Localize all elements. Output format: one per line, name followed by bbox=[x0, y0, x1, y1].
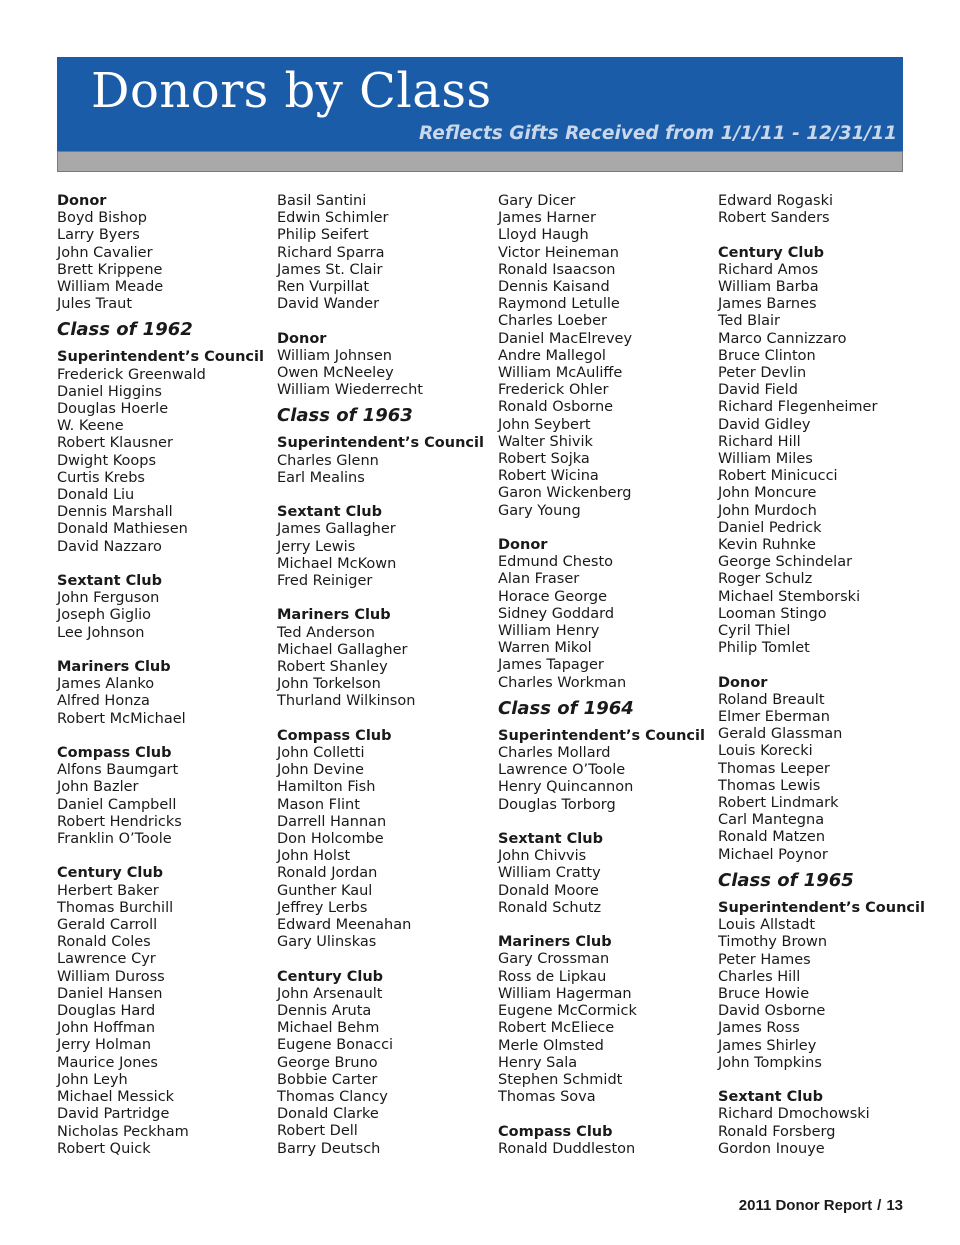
donor-name: Eugene McCormick bbox=[498, 1003, 637, 1020]
page-subtitle: Reflects Gifts Received from 1/1/11 - 12/31/11 bbox=[418, 123, 897, 144]
donor-group bbox=[718, 675, 936, 864]
donor-name: Edward Meenahan bbox=[277, 917, 412, 934]
donor-group bbox=[498, 193, 716, 520]
donor-name: Andre Mallegol bbox=[498, 347, 606, 364]
donor-name: Fred Reiniger bbox=[277, 573, 373, 590]
donor-name: Richard Hill bbox=[718, 433, 801, 450]
donor-name: Gary Crossman bbox=[498, 951, 610, 968]
donor-name: James Ross bbox=[718, 1020, 800, 1037]
donor-name: Thomas Burchill bbox=[57, 899, 174, 916]
donor-name: Donald Mathiesen bbox=[57, 521, 188, 538]
donor-name: Ted Blair bbox=[718, 313, 780, 330]
donor-column-1 bbox=[57, 193, 275, 1158]
header-banner bbox=[57, 57, 903, 151]
donor-name: Robert McMichael bbox=[57, 710, 186, 727]
donor-name: Charles Mollard bbox=[498, 745, 611, 762]
giving-level-heading: Superintendent’s Council bbox=[277, 435, 484, 452]
donor-name: Gary Ulinskas bbox=[277, 934, 377, 951]
donor-name: Horace George bbox=[498, 588, 607, 605]
donor-name: Ronald Coles bbox=[57, 934, 151, 951]
donor-name: Douglas Torborg bbox=[498, 796, 616, 813]
donor-group bbox=[498, 728, 716, 814]
giving-level-heading: Compass Club bbox=[277, 727, 392, 744]
donor-name: William Henry bbox=[498, 623, 600, 640]
group-spacer bbox=[718, 657, 936, 674]
donor-name: David Nazzaro bbox=[57, 538, 162, 555]
donor-name: Michael Stemborski bbox=[718, 588, 861, 605]
donor-name: Peter Hames bbox=[718, 951, 811, 968]
donor-name: William Duross bbox=[57, 968, 165, 985]
donor-group bbox=[277, 728, 495, 952]
donor-name: Jeffrey Lerbs bbox=[277, 899, 368, 916]
giving-level-heading: Compass Club bbox=[57, 745, 172, 762]
giving-level-heading: Sextant Club bbox=[498, 831, 603, 848]
donor-group bbox=[277, 969, 495, 1158]
donor-name: Boyd Bishop bbox=[57, 210, 148, 227]
donor-name: Jerry Lewis bbox=[277, 538, 356, 555]
donor-group bbox=[498, 831, 716, 917]
donor-name: Robert Lindmark bbox=[718, 795, 839, 812]
donor-name: Ronald Matzen bbox=[718, 829, 826, 846]
donor-name: John Bazler bbox=[57, 779, 139, 796]
donor-name: Earl Mealins bbox=[277, 469, 365, 486]
donor-name: Roger Schulz bbox=[718, 571, 813, 588]
donor-name: Roland Breault bbox=[718, 691, 825, 708]
donor-name: Michael Messick bbox=[57, 1089, 175, 1106]
giving-level-heading: Compass Club bbox=[498, 1123, 613, 1140]
donor-group bbox=[57, 349, 275, 555]
donor-name: William Wiederrecht bbox=[277, 382, 423, 399]
donor-name: Michael Gallagher bbox=[277, 641, 408, 658]
donor-name: Alfons Baumgart bbox=[57, 762, 179, 779]
donor-name: Victor Heineman bbox=[498, 244, 619, 261]
donor-name: Darrell Hannan bbox=[277, 813, 387, 830]
group-spacer bbox=[498, 814, 716, 831]
footer-separator: / bbox=[877, 1197, 882, 1214]
donor-name: Walter Shivik bbox=[498, 433, 593, 450]
donor-name: Henry Sala bbox=[498, 1054, 578, 1071]
donor-name: Robert Dell bbox=[277, 1123, 358, 1140]
donor-name: Gary Young bbox=[498, 502, 581, 519]
donor-column-4 bbox=[718, 193, 936, 1158]
group-spacer bbox=[57, 642, 275, 659]
donor-name: Lawrence O’Toole bbox=[498, 762, 626, 779]
donor-name: Alfred Honza bbox=[57, 693, 150, 710]
donor-name: Richard Sparra bbox=[277, 244, 385, 261]
donor-name: Brett Krippene bbox=[57, 261, 163, 278]
group-spacer bbox=[498, 520, 716, 537]
donor-name: James St. Clair bbox=[277, 261, 383, 278]
group-spacer bbox=[277, 313, 495, 330]
donor-name: Lloyd Haugh bbox=[498, 227, 589, 244]
donor-name: Daniel Hansen bbox=[57, 985, 163, 1002]
donor-name: Robert Klausner bbox=[57, 435, 173, 452]
donor-name: David Partridge bbox=[57, 1106, 170, 1123]
class-year-heading: Class of 1962 bbox=[57, 319, 193, 341]
group-spacer bbox=[57, 728, 275, 745]
donor-name: Ronald Forsberg bbox=[718, 1123, 836, 1140]
giving-level-heading: Sextant Club bbox=[57, 573, 162, 590]
donor-name: James Barnes bbox=[718, 296, 817, 313]
donor-name: John Moncure bbox=[718, 485, 817, 502]
donor-name: Robert McEliece bbox=[498, 1020, 615, 1037]
donor-name: John Hoffman bbox=[57, 1020, 156, 1037]
donor-name: Edwin Schimler bbox=[277, 210, 389, 227]
donor-name: Merle Olmsted bbox=[498, 1037, 604, 1054]
donor-group bbox=[57, 573, 275, 642]
donor-group bbox=[57, 193, 275, 313]
donor-name: Herbert Baker bbox=[57, 882, 159, 899]
donor-name: Carl Mantegna bbox=[718, 812, 825, 829]
donor-name: Jules Traut bbox=[57, 296, 133, 313]
donor-name: John Chivvis bbox=[498, 848, 587, 865]
donor-name: Ted Anderson bbox=[277, 624, 375, 641]
giving-level-heading: Century Club bbox=[277, 968, 384, 985]
donor-group bbox=[277, 607, 495, 710]
class-year-heading: Class of 1965 bbox=[718, 869, 854, 891]
donor-name: Thomas Lewis bbox=[718, 777, 821, 794]
donor-group bbox=[277, 193, 495, 313]
giving-level-heading: Sextant Club bbox=[277, 504, 382, 521]
donor-name: Cyril Thiel bbox=[718, 623, 791, 640]
donor-name: Gunther Kaul bbox=[277, 882, 373, 899]
donor-name: Raymond Letulle bbox=[498, 296, 620, 313]
donor-name: John Murdoch bbox=[718, 502, 817, 519]
donor-name: Don Holcombe bbox=[277, 831, 384, 848]
giving-level-heading: Donor bbox=[718, 674, 768, 691]
donor-name: Marco Cannizzaro bbox=[718, 330, 847, 347]
group-spacer bbox=[277, 711, 495, 728]
donor-name: David Field bbox=[718, 382, 798, 399]
donor-name: John Devine bbox=[277, 762, 364, 779]
donor-name: Philip Seifert bbox=[277, 227, 369, 244]
donor-group bbox=[57, 659, 275, 728]
donor-name: Joseph Giglio bbox=[57, 607, 152, 624]
donor-group bbox=[718, 193, 936, 227]
class-year-heading: Class of 1963 bbox=[277, 405, 413, 427]
donor-name: Owen McNeeley bbox=[277, 365, 394, 382]
donor-name: Robert Wicina bbox=[498, 468, 599, 485]
donor-name: John Colletti bbox=[277, 745, 365, 762]
donor-name: John Arsenault bbox=[277, 985, 383, 1002]
donor-name: Curtis Krebs bbox=[57, 469, 145, 486]
donor-name: Michael Poynor bbox=[718, 846, 828, 863]
donor-name: Gordon Inouye bbox=[718, 1140, 825, 1157]
giving-level-heading: Century Club bbox=[57, 865, 164, 882]
donor-name: David Osborne bbox=[718, 1003, 826, 1020]
donor-name: John Cavalier bbox=[57, 244, 153, 261]
donor-column-3 bbox=[498, 193, 716, 1158]
donor-name: William Cratty bbox=[498, 865, 601, 882]
donor-name: David Wander bbox=[277, 296, 380, 313]
donor-name: William Hagerman bbox=[498, 985, 632, 1002]
donor-name: Donald Moore bbox=[498, 882, 599, 899]
group-spacer bbox=[498, 917, 716, 934]
donor-name: James Tapager bbox=[498, 657, 604, 674]
donor-name: William Meade bbox=[57, 279, 164, 296]
donor-name: Charles Glenn bbox=[277, 452, 379, 469]
giving-level-heading: Sextant Club bbox=[718, 1089, 823, 1106]
donor-group bbox=[57, 745, 275, 848]
donor-name: Daniel Campbell bbox=[57, 796, 177, 813]
group-spacer bbox=[718, 227, 936, 244]
donor-name: James Shirley bbox=[718, 1037, 817, 1054]
donor-name: Peter Devlin bbox=[718, 365, 807, 382]
donor-name: Dennis Aruta bbox=[277, 1003, 372, 1020]
donor-name: William McAuliffe bbox=[498, 365, 623, 382]
donor-name: Eugene Bonacci bbox=[277, 1037, 394, 1054]
page-footer bbox=[739, 1197, 903, 1214]
group-spacer bbox=[277, 487, 495, 504]
donor-name: Edmund Chesto bbox=[498, 554, 614, 571]
donor-name: Elmer Eberman bbox=[718, 709, 830, 726]
donor-name: Thomas Clancy bbox=[277, 1089, 388, 1106]
donor-name: John Holst bbox=[277, 848, 351, 865]
donor-name: John Leyh bbox=[57, 1071, 128, 1088]
page-number: 13 bbox=[886, 1197, 903, 1214]
donor-name: Barry Deutsch bbox=[277, 1140, 381, 1157]
donor-name: John Tompkins bbox=[718, 1054, 822, 1071]
donor-name: Warren Mikol bbox=[498, 640, 592, 657]
donor-name: John Seybert bbox=[498, 416, 591, 433]
donor-group bbox=[498, 537, 716, 692]
giving-level-heading: Donor bbox=[498, 537, 548, 554]
donor-name: Michael Behm bbox=[277, 1020, 380, 1037]
giving-level-heading: Superintendent’s Council bbox=[57, 349, 264, 366]
donor-name: Daniel Higgins bbox=[57, 383, 162, 400]
donor-name: Jerry Holman bbox=[57, 1037, 152, 1054]
donor-name: Edward Rogaski bbox=[718, 193, 833, 209]
donor-name: Frederick Ohler bbox=[498, 382, 609, 399]
donor-name: George Schindelar bbox=[718, 554, 853, 571]
donor-name: George Bruno bbox=[277, 1054, 378, 1071]
donor-group bbox=[498, 934, 716, 1106]
donor-name: Timothy Brown bbox=[718, 934, 828, 951]
donor-name: Garon Wickenberg bbox=[498, 485, 632, 502]
donor-name: Ronald Isaacson bbox=[498, 261, 616, 278]
donor-name: William Barba bbox=[718, 279, 819, 295]
donor-name: William Johnsen bbox=[277, 347, 392, 364]
donor-name: Franklin O’Toole bbox=[57, 831, 172, 848]
donor-name: Louis Korecki bbox=[718, 743, 813, 760]
group-spacer bbox=[57, 556, 275, 573]
donor-group bbox=[277, 331, 495, 400]
donor-name: Bruce Howie bbox=[718, 985, 810, 1002]
donor-name: Alan Fraser bbox=[498, 571, 580, 588]
donor-name: Bobbie Carter bbox=[277, 1071, 378, 1088]
donor-name: Maurice Jones bbox=[57, 1054, 158, 1071]
donor-group bbox=[277, 504, 495, 590]
donor-name: Robert Sojka bbox=[498, 451, 590, 468]
donor-name: Charles Loeber bbox=[498, 313, 607, 330]
donor-name: Looman Stingo bbox=[718, 605, 827, 622]
donor-name: Robert Sanders bbox=[718, 210, 830, 227]
donor-name: Hamilton Fish bbox=[277, 779, 376, 796]
giving-level-heading: Mariners Club bbox=[277, 607, 391, 624]
donor-name: Gerald Carroll bbox=[57, 917, 158, 934]
donor-name: Henry Quincannon bbox=[498, 779, 634, 796]
donor-group bbox=[718, 900, 936, 1072]
donor-name: Ronald Osborne bbox=[498, 399, 614, 416]
donor-name: Ross de Lipkau bbox=[498, 968, 607, 985]
donor-group bbox=[718, 1089, 936, 1158]
donor-name: Basil Santini bbox=[277, 193, 367, 209]
group-spacer bbox=[277, 951, 495, 968]
donor-name: Michael McKown bbox=[277, 555, 397, 572]
donor-column-2 bbox=[277, 193, 495, 1158]
donor-name: Donald Clarke bbox=[277, 1106, 379, 1123]
divider-bar bbox=[57, 151, 903, 172]
donor-name: Sidney Goddard bbox=[498, 605, 615, 622]
group-spacer bbox=[277, 590, 495, 607]
donor-name: Louis Allstadt bbox=[718, 917, 816, 934]
donor-name: Thomas Sova bbox=[498, 1089, 596, 1106]
donor-name: Dennis Marshall bbox=[57, 504, 173, 521]
donor-name: John Torkelson bbox=[277, 676, 381, 693]
donor-group bbox=[57, 865, 275, 1157]
giving-level-heading: Superintendent’s Council bbox=[718, 899, 925, 916]
donor-name: Dennis Kaisand bbox=[498, 279, 610, 296]
donor-name: James Alanko bbox=[57, 676, 155, 693]
footer-report-title: 2011 Donor Report bbox=[738, 1197, 873, 1214]
donor-name: Robert Shanley bbox=[277, 659, 388, 676]
donor-name: Larry Byers bbox=[57, 227, 140, 244]
donor-name: Lee Johnson bbox=[57, 624, 145, 641]
donor-group bbox=[718, 245, 936, 658]
giving-level-heading: Mariners Club bbox=[498, 934, 612, 951]
donor-group bbox=[498, 1124, 716, 1158]
donor-name: Nicholas Peckham bbox=[57, 1123, 189, 1140]
donor-name: James Gallagher bbox=[277, 521, 396, 538]
giving-level-heading: Century Club bbox=[718, 244, 825, 261]
donor-name: Robert Quick bbox=[57, 1140, 151, 1157]
class-year-heading: Class of 1964 bbox=[498, 697, 634, 719]
donor-name: Ronald Duddleston bbox=[498, 1140, 636, 1157]
donor-name: Charles Workman bbox=[498, 674, 627, 691]
donor-name: Donald Liu bbox=[57, 487, 135, 504]
donor-name: Philip Tomlet bbox=[718, 640, 810, 657]
donor-name: Ronald Jordan bbox=[277, 865, 378, 882]
donor-name: Richard Dmochowski bbox=[718, 1106, 870, 1123]
giving-level-heading: Donor bbox=[57, 193, 107, 209]
donor-name: Charles Hill bbox=[718, 968, 801, 985]
donor-name: Stephen Schmidt bbox=[498, 1071, 623, 1088]
donor-name: Thomas Leeper bbox=[718, 760, 830, 777]
donor-name: James Harner bbox=[498, 210, 596, 227]
donor-name: Douglas Hoerle bbox=[57, 401, 169, 418]
page-title: Donors by Class bbox=[91, 63, 492, 119]
donor-name: W. Keene bbox=[57, 418, 124, 435]
donor-name: Mason Flint bbox=[277, 796, 360, 813]
giving-level-heading: Donor bbox=[277, 330, 327, 347]
donor-name: Robert Minicucci bbox=[718, 468, 838, 485]
donor-name: Ren Vurpillat bbox=[277, 279, 370, 296]
donor-name: Gerald Glassman bbox=[718, 726, 843, 743]
donor-name: Bruce Clinton bbox=[718, 347, 816, 364]
donor-name: Daniel MacElrevey bbox=[498, 330, 633, 347]
donor-name: David Gidley bbox=[718, 416, 811, 433]
group-spacer bbox=[57, 848, 275, 865]
giving-level-heading: Mariners Club bbox=[57, 659, 171, 676]
donor-group bbox=[277, 435, 495, 487]
donor-name: Richard Amos bbox=[718, 261, 819, 278]
donor-name: Richard Flegenheimer bbox=[718, 399, 878, 416]
donor-name: Lawrence Cyr bbox=[57, 951, 156, 968]
group-spacer bbox=[718, 1072, 936, 1089]
donor-name: Kevin Ruhnke bbox=[718, 537, 816, 554]
donor-name: Gary Dicer bbox=[498, 193, 576, 209]
donor-name: Daniel Pedrick bbox=[718, 519, 822, 536]
donor-name: Dwight Koops bbox=[57, 452, 157, 469]
donor-name: William Miles bbox=[718, 451, 813, 468]
donor-name: Douglas Hard bbox=[57, 1003, 156, 1020]
giving-level-heading: Superintendent’s Council bbox=[498, 727, 705, 744]
donor-name: Thurland Wilkinson bbox=[277, 693, 416, 710]
donor-name: Frederick Greenwald bbox=[57, 366, 206, 383]
donor-name: John Ferguson bbox=[57, 590, 160, 607]
donor-name: Robert Hendricks bbox=[57, 813, 182, 830]
donor-name: Ronald Schutz bbox=[498, 899, 602, 916]
group-spacer bbox=[498, 1106, 716, 1123]
